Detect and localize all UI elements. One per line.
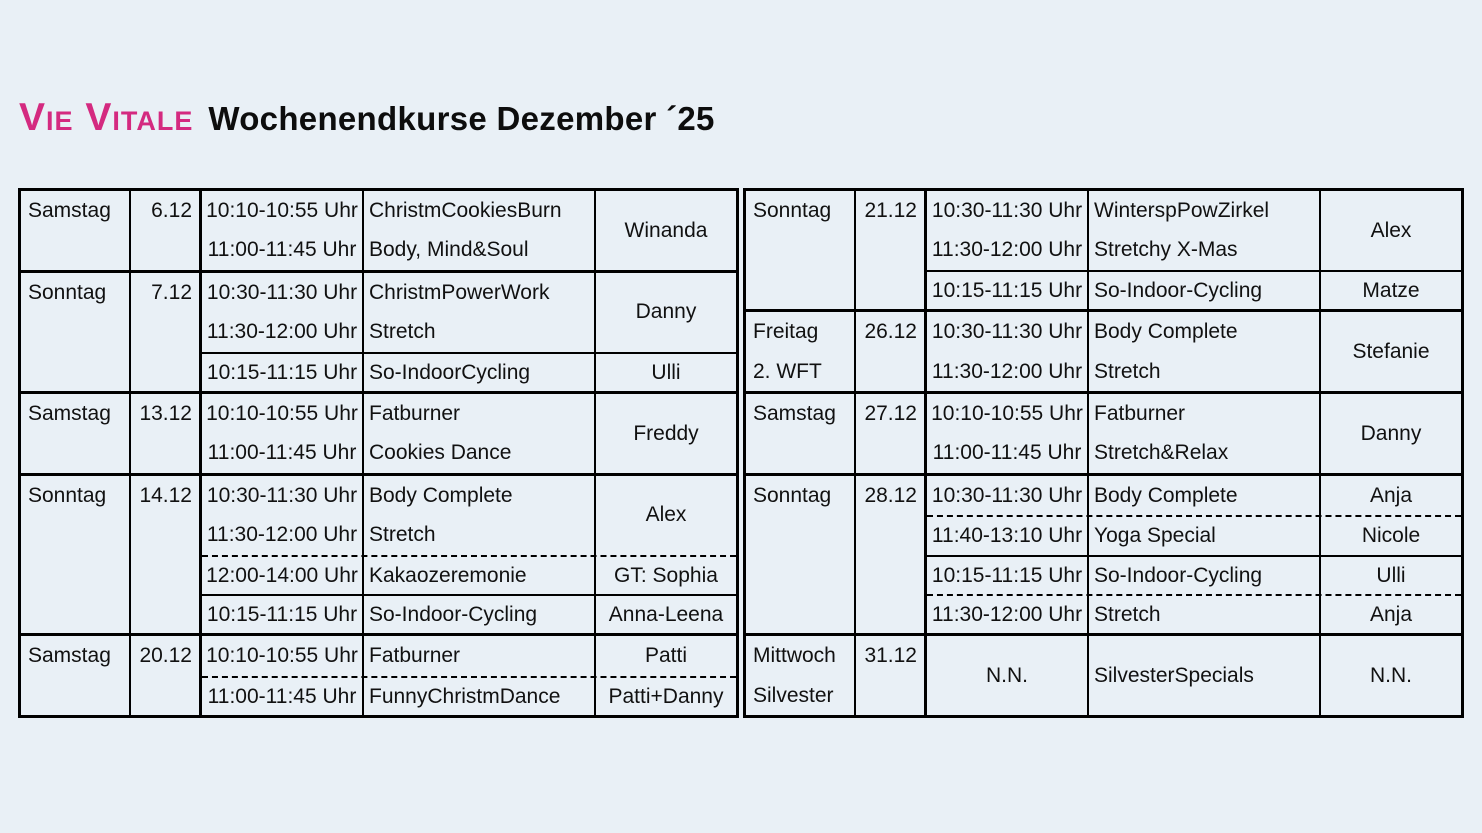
course-row <box>927 515 1461 554</box>
day-cell <box>21 394 131 473</box>
course-label: Body Complete <box>369 483 513 507</box>
trainer-label: Matze <box>1362 278 1420 302</box>
course-label: Stretch <box>1094 359 1161 383</box>
date-label: 26.12 <box>864 320 917 344</box>
day-label: Sonntag <box>753 483 832 507</box>
time-cell <box>202 636 364 675</box>
trainer-cell <box>1321 394 1461 473</box>
course-rows <box>202 476 736 634</box>
course-label: Stretch <box>369 320 436 344</box>
course-cell <box>364 596 596 633</box>
time-cell <box>202 191 364 270</box>
date-cell <box>856 394 927 473</box>
course-cell <box>1089 394 1321 473</box>
time-cell <box>202 678 364 715</box>
time-cell <box>927 636 1089 715</box>
time-cell <box>202 273 364 352</box>
trainer-cell <box>596 394 736 473</box>
course-label: Kakaozeremonie <box>369 563 527 587</box>
day-cell <box>746 312 856 391</box>
course-row <box>202 594 736 633</box>
course-rows <box>927 636 1461 715</box>
course-rows <box>927 394 1461 473</box>
course-label: Fatburner <box>369 644 461 668</box>
day-block <box>21 191 736 270</box>
trainer-cell <box>1321 476 1461 515</box>
day-label: Mittwoch <box>753 644 836 668</box>
trainer-cell <box>1321 596 1461 633</box>
trainer-label: Freddy <box>633 421 699 445</box>
trainer-cell <box>596 636 736 675</box>
course-label: So-Indoor-Cycling <box>1094 563 1263 587</box>
course-row <box>202 352 736 391</box>
day-cell <box>746 476 856 634</box>
course-cell <box>364 273 596 352</box>
day-cell <box>21 191 131 270</box>
course-row <box>927 594 1461 633</box>
course-label: Body Complete <box>1094 483 1238 507</box>
date-cell <box>856 312 927 391</box>
trainer-label: Anja <box>1369 483 1413 507</box>
course-label: ChristmCookiesBurn <box>369 199 562 222</box>
course-label: Body Complete <box>1094 320 1238 344</box>
time-label: 10:10-10:55 Uhr <box>206 401 358 425</box>
time-cell <box>202 596 364 633</box>
day-label: Sonntag <box>28 280 107 304</box>
course-rows <box>927 191 1461 309</box>
time-cell <box>927 476 1089 515</box>
time-label: 10:30-11:30 Uhr <box>931 483 1083 507</box>
course-label: So-Indoor-Cycling <box>1094 278 1263 302</box>
trainer-label: Patti <box>644 644 688 668</box>
page-title: Wochenendkurse Dezember ´25 <box>208 100 715 137</box>
time-label: 10:15-11:15 Uhr <box>206 602 358 626</box>
day-cell <box>746 191 856 309</box>
course-label: SilvesterSpecials <box>1094 664 1254 688</box>
time-label: 11:30-12:00 Uhr <box>931 602 1083 626</box>
trainer-label: Ulli <box>1376 563 1406 587</box>
trainer-label: Danny <box>1360 421 1422 445</box>
trainer-cell <box>1321 272 1461 309</box>
day-label: Samstag <box>28 401 111 425</box>
trainer-cell <box>596 596 736 633</box>
course-label: Stretch <box>1094 602 1161 626</box>
date-cell <box>131 394 202 473</box>
time-cell <box>202 394 364 473</box>
trainer-label: Anna-Leena <box>608 602 724 626</box>
trainer-cell <box>1321 557 1461 594</box>
time-label: 10:15-11:15 Uhr <box>931 563 1083 587</box>
course-label: FunnyChristmDance <box>369 684 561 708</box>
trainer-cell <box>1321 312 1461 391</box>
trainer-cell <box>1321 636 1461 715</box>
course-cell <box>1089 636 1321 715</box>
trainer-label: Stefanie <box>1352 339 1430 363</box>
course-row <box>927 312 1461 391</box>
time-label: 10:10-10:55 Uhr <box>206 644 358 668</box>
time-label: N.N. <box>986 664 1028 688</box>
course-row <box>202 191 736 270</box>
date-label: 6.12 <box>151 199 192 222</box>
day-cell <box>21 476 131 634</box>
course-row <box>202 273 736 352</box>
course-cell <box>1089 517 1321 554</box>
time-label: 11:00-11:45 Uhr <box>932 441 1082 465</box>
time-label: 12:00-14:00 Uhr <box>206 563 358 587</box>
date-cell <box>131 191 202 270</box>
trainer-label: N.N. <box>1370 664 1412 688</box>
date-label: 21.12 <box>864 199 917 222</box>
course-row <box>202 476 736 555</box>
time-label: 10:10-10:55 Uhr <box>931 402 1083 425</box>
schedule-table-right <box>743 188 1464 718</box>
date-label: 20.12 <box>139 644 192 668</box>
course-row <box>927 394 1461 473</box>
course-rows <box>202 273 736 391</box>
day-block <box>21 473 736 634</box>
date-cell <box>131 636 202 715</box>
course-cell <box>1089 272 1321 309</box>
day-block <box>746 391 1461 473</box>
course-cell <box>1089 191 1321 270</box>
day-cell <box>746 394 856 473</box>
course-row <box>927 636 1461 715</box>
course-label: Fatburner <box>1094 402 1186 425</box>
course-cell <box>1089 596 1321 633</box>
day-block <box>21 633 736 715</box>
course-label: Stretchy X-Mas <box>1094 238 1238 262</box>
day-label: Sonntag <box>28 483 107 507</box>
trainer-label: Patti+Danny <box>608 684 724 708</box>
course-cell <box>364 557 596 594</box>
course-label: Stretch&Relax <box>1094 441 1229 465</box>
day-block <box>746 633 1461 715</box>
course-label: Fatburner <box>369 401 461 425</box>
course-row <box>927 555 1461 594</box>
course-row <box>927 270 1461 309</box>
day-label: Samstag <box>28 199 111 222</box>
course-label: Body, Mind&Soul <box>369 238 529 262</box>
course-cell <box>364 636 596 675</box>
course-label: Yoga Special <box>1094 524 1216 548</box>
time-label: 10:30-11:30 Uhr <box>931 320 1083 344</box>
time-label: 10:30-11:30 Uhr <box>931 199 1083 222</box>
course-cell <box>364 678 596 715</box>
trainer-label: Alex <box>645 503 687 527</box>
day-block <box>21 391 736 473</box>
trainer-cell <box>596 273 736 352</box>
course-rows <box>202 394 736 473</box>
trainer-cell <box>596 557 736 594</box>
day-block <box>21 270 736 391</box>
time-cell <box>927 191 1089 270</box>
course-cell <box>364 394 596 473</box>
date-label: 31.12 <box>864 644 917 668</box>
day-block <box>746 191 1461 309</box>
time-cell <box>202 557 364 594</box>
trainer-label: Anja <box>1369 602 1413 626</box>
course-row <box>202 676 736 715</box>
time-label: 11:00-11:45 Uhr <box>207 238 357 262</box>
course-cell <box>1089 557 1321 594</box>
time-label: 10:30-11:30 Uhr <box>206 280 358 304</box>
trainer-cell <box>1321 517 1461 554</box>
date-cell <box>856 476 927 634</box>
time-cell <box>927 272 1089 309</box>
date-cell <box>856 636 927 715</box>
time-label: 11:30-12:00 Uhr <box>206 523 358 547</box>
trainer-label: Danny <box>635 300 697 324</box>
day-cell <box>21 636 131 715</box>
day-label: 2. WFT <box>753 359 822 383</box>
trainer-label: Alex <box>1370 218 1412 242</box>
course-cell <box>364 191 596 270</box>
time-cell <box>927 394 1089 473</box>
date-label: 27.12 <box>864 402 917 425</box>
course-label: So-IndoorCycling <box>369 360 531 384</box>
vie-vitale-logo: Vie Vitale <box>19 96 194 139</box>
course-cell <box>1089 476 1321 515</box>
day-cell <box>746 636 856 715</box>
time-label: 11:40-13:10 Uhr <box>931 524 1083 548</box>
header <box>19 96 715 140</box>
trainer-cell <box>596 191 736 270</box>
date-label: 14.12 <box>139 483 192 507</box>
time-label: 11:00-11:45 Uhr <box>207 441 357 465</box>
day-block <box>746 309 1461 391</box>
course-row <box>927 476 1461 515</box>
course-label: So-Indoor-Cycling <box>369 602 538 626</box>
date-label: 13.12 <box>139 401 192 425</box>
day-label: Samstag <box>28 644 111 668</box>
time-cell <box>927 596 1089 633</box>
time-label: 11:30-12:00 Uhr <box>931 238 1083 262</box>
course-rows <box>927 312 1461 391</box>
time-label: 10:15-11:15 Uhr <box>931 278 1083 302</box>
trainer-cell <box>596 476 736 555</box>
time-label: 10:10-10:55 Uhr <box>206 199 358 222</box>
trainer-label: Ulli <box>651 360 681 384</box>
day-block <box>746 473 1461 634</box>
trainer-cell <box>1321 191 1461 270</box>
trainer-label: GT: Sophia <box>614 563 718 587</box>
time-cell <box>927 517 1089 554</box>
trainer-cell <box>596 678 736 715</box>
trainer-label: Winanda <box>624 218 708 242</box>
time-cell <box>202 354 364 391</box>
course-label: Cookies Dance <box>369 441 512 465</box>
day-label: Silvester <box>753 683 834 707</box>
course-cell <box>364 476 596 555</box>
date-cell <box>131 476 202 634</box>
day-cell <box>21 273 131 391</box>
time-label: 11:00-11:45 Uhr <box>207 684 357 708</box>
time-cell <box>927 557 1089 594</box>
trainer-label: Nicole <box>1361 524 1421 548</box>
time-cell <box>927 312 1089 391</box>
course-rows <box>202 636 736 715</box>
date-cell <box>856 191 927 309</box>
time-cell <box>202 476 364 555</box>
schedule-tables <box>18 188 1464 718</box>
time-label: 10:15-11:15 Uhr <box>206 360 358 384</box>
date-label: 28.12 <box>864 483 917 507</box>
course-row <box>202 555 736 594</box>
course-row <box>927 191 1461 270</box>
course-cell <box>1089 312 1321 391</box>
course-label: ChristmPowerWork <box>369 280 550 304</box>
day-label: Sonntag <box>753 199 832 222</box>
course-rows <box>927 476 1461 634</box>
day-label: Freitag <box>753 320 819 344</box>
time-label: 11:30-12:00 Uhr <box>931 359 1083 383</box>
day-label: Samstag <box>753 402 836 425</box>
trainer-cell <box>596 354 736 391</box>
time-label: 10:30-11:30 Uhr <box>206 483 358 507</box>
date-label: 7.12 <box>151 280 192 304</box>
course-rows <box>202 191 736 270</box>
time-label: 11:30-12:00 Uhr <box>206 320 358 344</box>
course-cell <box>364 354 596 391</box>
course-label: WinterspPowZirkel <box>1094 199 1270 222</box>
course-row <box>202 394 736 473</box>
course-label: Stretch <box>369 523 436 547</box>
course-row <box>202 636 736 675</box>
schedule-table-left <box>18 188 739 718</box>
date-cell <box>131 273 202 391</box>
